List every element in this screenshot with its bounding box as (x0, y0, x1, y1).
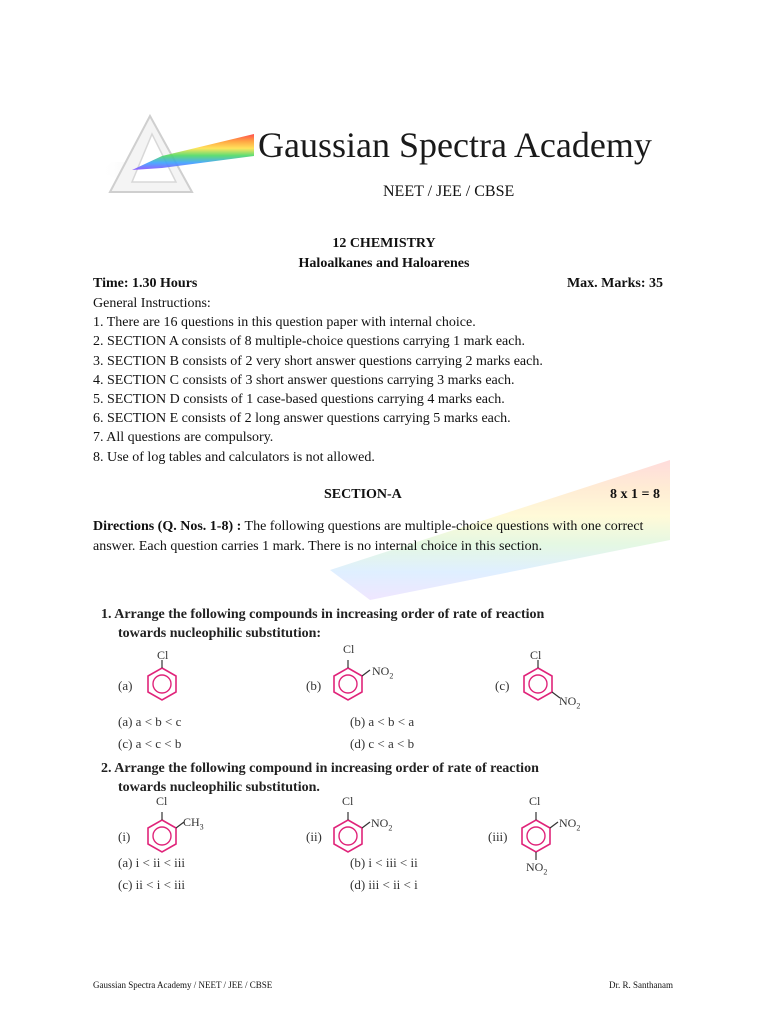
structure-label: (c) (495, 678, 510, 693)
section-directions (93, 517, 673, 557)
instruction-item: 7. All questions are compulsory. (93, 430, 274, 446)
no2-label: $NO_2$ (371, 816, 393, 833)
directions-label: Directions (Q. Nos. 1-8) : (93, 519, 242, 534)
instructions-title: General Instructions: (93, 296, 211, 311)
directions-text: The following questions are multiple-choice questions with one correct answer. Each question carries 1 mark. There is no internal choice in this section. (93, 519, 644, 554)
structure-label: (b) (306, 678, 322, 693)
instruction-item: 3. SECTION B consists of 2 very short answer questions carrying 2 marks each. (93, 353, 543, 369)
subject-title: 12 CHEMISTRY (332, 236, 436, 251)
structure-label: (ii) (306, 829, 322, 844)
structure-label: (i) (118, 829, 131, 844)
chapter-title: Haloalkanes and Haloarenes (298, 256, 470, 271)
answer-option[interactable]: (d) c < a < b (350, 736, 415, 751)
structure-label: (iii) (488, 829, 508, 844)
instruction-item: 2. SECTION A consists of 8 multiple-choice questions carrying 1 mark each. (93, 334, 525, 350)
no2-label: $NO_2$ (559, 694, 581, 711)
answer-option[interactable]: (c) a < c < b (118, 736, 182, 751)
answer-option[interactable]: (c) ii < i < iii (118, 877, 186, 892)
answer-option[interactable]: (b) i < iii < ii (350, 855, 418, 870)
answer-option[interactable]: (a) a < b < c (118, 714, 182, 729)
instruction-item: 4. SECTION C consists of 3 short answer questions carrying 3 marks each. (93, 372, 515, 388)
instruction-item: 8. Use of log tables and calculators is not allowed. (93, 449, 375, 465)
cl-label: Cl (530, 648, 542, 662)
no2-label: $NO_2$ (559, 816, 581, 833)
structure-label: (a) (118, 678, 133, 693)
cl-label: Cl (342, 794, 354, 808)
max-marks: Max. Marks: 35 (566, 276, 663, 291)
ch3-label: $CH_3$ (183, 815, 204, 832)
answer-option[interactable]: (d) iii < ii < i (350, 877, 418, 892)
question-2-line2: towards nucleophilic substitution. (118, 780, 320, 795)
footer-left: Gaussian Spectra Academy / NEET / JEE / CBSE (93, 980, 273, 990)
answer-option[interactable]: (b) a < b < a (350, 714, 415, 729)
instruction-item: 1. There are 16 questions in this question paper with internal choice. (93, 315, 476, 331)
dinitrochlorobenzene-structure (514, 800, 584, 870)
no2-label: $NO_2$ (526, 860, 548, 877)
answer-option[interactable]: (a) i < ii < iii (118, 855, 186, 870)
section-title: SECTION-A (324, 487, 402, 502)
cl-label: Cl (343, 642, 355, 656)
prism-logo (92, 112, 254, 200)
cl-label: Cl (157, 648, 169, 662)
time-allowed: Time: 1.30 Hours (93, 276, 198, 291)
question-1-line1: 1. Arrange the following compounds in increasing order of rate of reaction (101, 607, 545, 622)
academy-tagline: NEET / JEE / CBSE (383, 183, 515, 200)
cl-label: Cl (156, 794, 168, 808)
instruction-item: 5. SECTION D consists of 1 case-based questions carrying 4 marks each. (93, 392, 505, 408)
question-2-line1: 2. Arrange the following compound in increasing order of rate of reaction (101, 761, 539, 776)
footer-right: Dr. R. Santhanam (609, 980, 673, 990)
cl-label: Cl (529, 794, 541, 808)
general-instructions (93, 294, 543, 467)
no2-label: $NO_2$ (372, 664, 394, 681)
instruction-item: 6. SECTION E consists of 2 long answer questions carrying 5 marks each. (93, 411, 511, 427)
section-marks: 8 x 1 = 8 (610, 487, 660, 502)
academy-title: Gaussian Spectra Academy (258, 125, 652, 165)
question-1-line2: towards nucleophilic substitution: (118, 626, 322, 641)
